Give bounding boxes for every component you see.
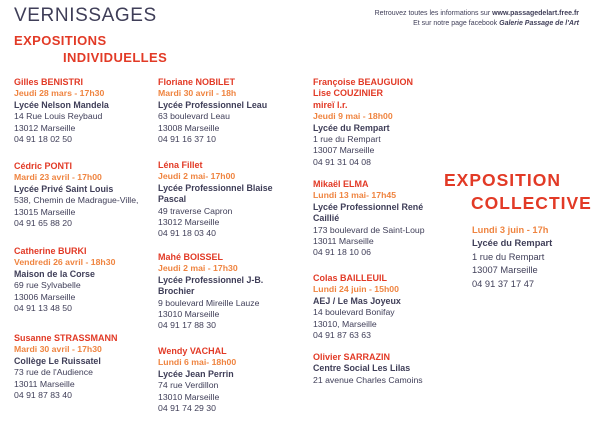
exhibition-entry: [158, 160, 306, 240]
collective-title-line-1: EXPOSITION: [444, 170, 561, 190]
address-line: 13007 Marseille: [313, 145, 375, 156]
address-line: 73 rue de l'Audience: [14, 367, 93, 378]
page-title: VERNISSAGES: [14, 5, 157, 26]
address-line: 173 boulevard de Saint-Loup: [313, 224, 425, 235]
event-date: Mardi 30 avril - 18h: [158, 88, 237, 99]
address-line: 63 boulevard Leau: [158, 111, 230, 122]
exhibition-entry: [313, 352, 461, 386]
artist-name: Lise COUZINIER: [313, 88, 384, 99]
event-date: Jeudi 2 mai- 17h00: [158, 171, 236, 182]
address-line: 14 boulevard Bonifay: [313, 307, 395, 318]
venue-name: Lycée du Rempart: [472, 238, 553, 249]
phone-number: 04 91 37 17 47: [472, 278, 535, 289]
exhibition-entry: [14, 77, 162, 145]
address-line: 13010 Marseille: [158, 309, 220, 320]
venue-name: Lycée Professionnel Blaise: [158, 182, 273, 193]
artist-name: mireï l.r.: [313, 99, 348, 110]
column-1: [14, 0, 162, 445]
address-line: 04 91 13 48 50: [14, 303, 72, 314]
event-date: Vendredi 26 avril - 18h30: [14, 257, 116, 268]
artist-name: Susanne STRASSMANN: [14, 333, 118, 343]
exhibition-entry: [14, 333, 162, 401]
address-line: 13011 Marseille: [14, 378, 75, 389]
artist-name: Catherine BURKI: [14, 246, 87, 256]
address-line: 04 91 18 02 50: [14, 134, 72, 145]
address-line: 04 91 74 29 30: [158, 403, 216, 414]
column-3: [313, 0, 461, 445]
website-url: www.passagedelart.free.fr: [492, 10, 579, 17]
collective-title-line-2: COLLECTIVE: [471, 193, 592, 213]
section-title-line-2: INDIVIDUELLES: [63, 50, 168, 65]
artist-name: Floriane NOBILET: [158, 77, 236, 87]
section-title-line-1: EXPOSITIONS: [14, 33, 107, 48]
address-line: 13006 Marseille: [14, 291, 76, 302]
venue-name: Brochier: [158, 286, 195, 297]
event-date: Lundi 24 juin - 15h00: [313, 284, 399, 295]
address-line: 49 traverse Capron: [158, 205, 233, 216]
address-line: 13012 Marseille: [14, 122, 76, 133]
venue-name: Lycée Jean Perrin: [158, 368, 234, 379]
address-line: 13012 Marseille: [158, 217, 220, 228]
event-date: Lundi 3 juin - 17h: [472, 225, 549, 235]
venue-name: Lycée Privé Saint Louis: [14, 183, 114, 194]
event-date: Mardi 23 avril - 17h00: [14, 172, 102, 183]
event-date: Jeudi 2 mai - 17h30: [158, 263, 238, 274]
venue-name: Lycée Professionnel René: [313, 201, 424, 212]
address-line: 04 91 17 88 30: [158, 320, 216, 331]
address-line: 04 91 16 37 10: [158, 134, 216, 145]
info-line-1-text: Retrouvez toutes les informations sur: [374, 10, 493, 17]
venue-name: Lycée Professionnel Leau: [158, 99, 268, 110]
address-line: 21 avenue Charles Camoins: [313, 374, 423, 385]
address-line: 13011 Marseille: [313, 236, 374, 247]
artist-name: Wendy VACHAL: [158, 346, 227, 356]
address-line: 04 91 87 63 63: [313, 330, 371, 341]
venue-name: Lycée du Rempart: [313, 122, 390, 133]
artist-name: Gilles BENISTRI: [14, 77, 84, 87]
venue-name: Lycée Professionnel J-B.: [158, 274, 264, 285]
event-date: Lundi 6 mai- 18h00: [158, 357, 237, 368]
address-line: 04 91 18 10 06: [313, 247, 371, 258]
event-date: Mardi 30 avril - 17h30: [14, 344, 102, 355]
address-line: 1 rue du Rempart: [472, 251, 545, 262]
venue-name: Collège Le Ruissatel: [14, 355, 101, 366]
exhibition-entry: [158, 346, 306, 414]
event-date: Jeudi 28 mars - 17h30: [14, 88, 105, 99]
address-line: 04 91 18 03 40: [158, 228, 216, 239]
address-line: 13010, Marseille: [313, 318, 377, 329]
address-line: 69 rue Sylvabelle: [14, 280, 81, 291]
address-line: 9 boulevard Mireille Lauze: [158, 297, 260, 308]
exhibition-entry: [313, 77, 461, 168]
exhibition-entry: [158, 252, 306, 332]
column-2: [158, 0, 306, 445]
address-line: 13015 Marseille: [14, 206, 76, 217]
info-line-2-text: Et sur notre page facebook: [413, 19, 500, 27]
artist-name: Mikaël ELMA: [313, 179, 369, 189]
exhibition-entry: [313, 273, 461, 341]
address-line: 14 Rue Louis Reybaud: [14, 111, 103, 122]
venue-name: AEJ / Le Mas Joyeux: [313, 295, 401, 306]
venue-name: Lycée Nelson Mandela: [14, 99, 109, 110]
address-line: 04 91 65 88 20: [14, 218, 72, 229]
address-line: 13010 Marseille: [158, 391, 220, 402]
venue-name: Pascal: [158, 194, 187, 205]
exhibition-entry: [14, 161, 162, 229]
address-line: 04 91 31 04 08: [313, 156, 371, 167]
exhibition-entry: [14, 246, 162, 314]
venue-name: Caillié: [313, 213, 340, 224]
address-line: 1 rue du Rempart: [313, 134, 381, 145]
artist-name: Léna Fillet: [158, 160, 203, 170]
venue-name: Centre Social Les Lilas: [313, 363, 411, 374]
address-line: 13007 Marseille: [472, 265, 538, 276]
artist-name: Mahé BOISSEL: [158, 252, 224, 262]
exhibition-entry: [158, 77, 306, 145]
artist-name: Colas BAILLEUIL: [313, 273, 388, 283]
facebook-page-name: Galerie Passage de l'Art: [499, 19, 579, 27]
venue-name: Maison de la Corse: [14, 268, 95, 279]
event-date: Lundi 13 mai- 17h45: [313, 190, 397, 201]
event-date: Jeudi 9 mai - 18h00: [313, 111, 393, 122]
address-line: 74 rue Verdillon: [158, 380, 219, 391]
address-line: 538, Chemin de Madrague-Ville,: [14, 195, 139, 206]
collective-entry: [472, 224, 592, 291]
address-line: 13008 Marseille: [158, 122, 220, 133]
section-title-exposition-collective: [444, 169, 592, 215]
artist-name: Françoise BEAUGUION: [313, 77, 414, 87]
address-line: 04 91 87 83 40: [14, 390, 72, 401]
exhibition-entry: [313, 179, 461, 259]
artist-name: Olivier SARRAZIN: [313, 352, 391, 362]
artist-name: Cédric PONTI: [14, 161, 73, 171]
